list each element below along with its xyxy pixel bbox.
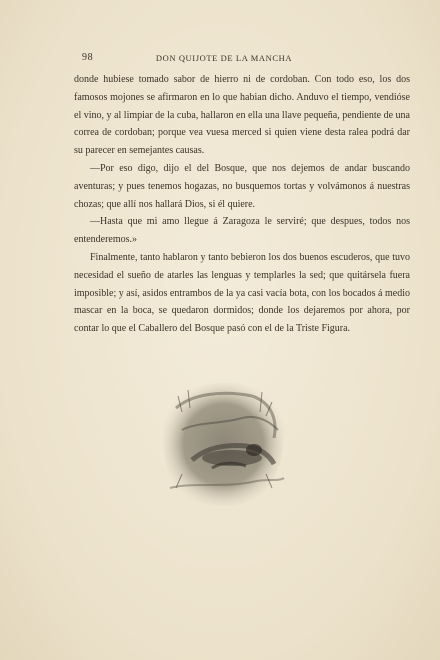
running-head: DON QUIJOTE DE LA MANCHA	[155, 53, 293, 63]
sleeping-squires-illustration	[162, 378, 290, 508]
paragraph: —Hasta que mi amo llegue á Zaragoza le serviré; que despues, todos nos entenderemos.»	[74, 216, 410, 246]
paragraph: —Por eso digo, dijo el del Bosque, que nos dejemos de andar buscando aventuras; y pues tenemos hogazas, no busquemos tortas y volvámonos á nuestras chozas; que allí nos hallará Dios, si él quiere.	[74, 162, 410, 210]
engraving-image	[162, 378, 290, 508]
page-header	[82, 52, 366, 66]
paragraph: Finalmente, tanto hablaron y tanto bebieron los dos buenos escuderos, que tuvo necesidad el sueño de atarles las lenguas y templarles la sed; que quitársela fuera imposible; y así, asidos entrambos de la ya casi vacía bota, con los bocados á medio mascar en la boca, se quedaron dormidos; donde los dejaremos por ahora, por contar lo que el Caballero del Bosque pasó con el de la Triste Figura.	[74, 251, 410, 335]
body-text	[74, 71, 410, 338]
page-number: 98	[82, 52, 94, 63]
paragraph: donde hubiese tomado sabor de hierro ni de cordoban. Con todo eso, los dos famosos mojones se afirmaron en lo que habian dicho. Anduvo el tiempo, vendióse el vino, y al limpiar de la cuba, hallaron en ella una llave pequeña, pendiente de una correa de cordoban; porque vea vuesa merced si quien viene desta ralea podrá dar su parecer en semejantes causas.	[74, 74, 410, 157]
